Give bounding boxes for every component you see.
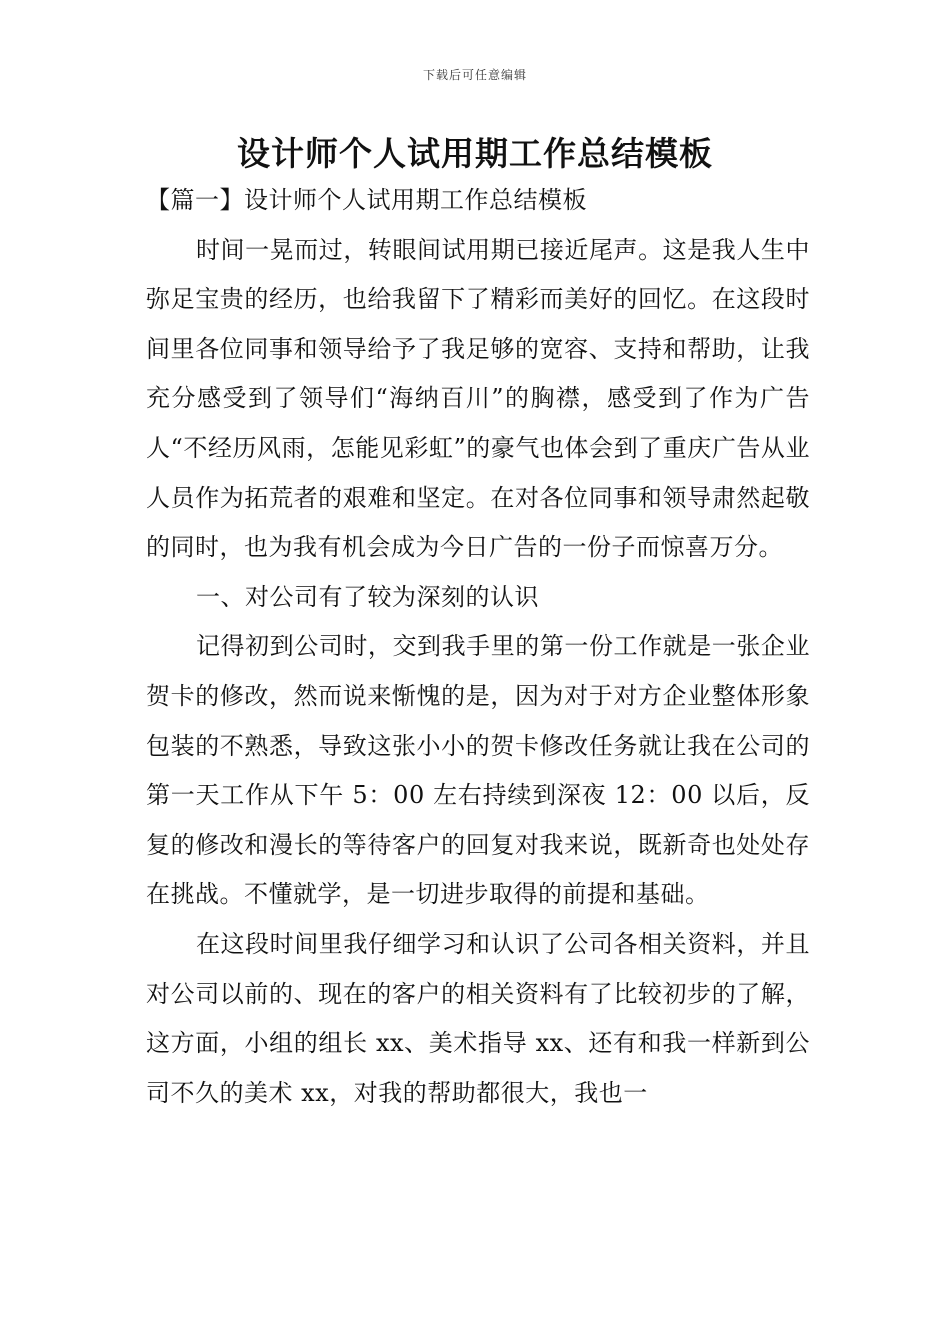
paragraph: 记得初到公司时，交到我手里的第一份工作就是一张企业贺卡的修改，然而说来惭愧的是，因为对于对方企业整体形象包装的不熟悉，导致这张小小的贺卡修改任务就让我在公司的第一天工作从下午 5：00 左右持续到深夜 12：00 以后，反复的修改和漫长的等待客户的回复对我来说，既新奇也处处存在挑战。不懂就学，是一切进步取得的前提和基础。	[146, 632, 810, 909]
document-body	[146, 176, 810, 1118]
section-heading: 【篇一】设计师个人试用期工作总结模板	[146, 186, 587, 214]
paragraph: 在这段时间里我仔细学习和认识了公司各相关资料，并且对公司以前的、现在的客户的相关资料有了比较初步的了解，这方面，小组的组长 xx、美术指导 xx、还有和我一样新到公司不久的美术 xx，对我的帮助都很大，我也一	[146, 929, 810, 1107]
document-title: 设计师个人试用期工作总结模板	[237, 134, 713, 173]
subheading: 一、对公司有了较为深刻的认识	[196, 582, 539, 611]
paragraph: 时间一晃而过，转眼间试用期已接近尾声。这是我人生中弥足宝贵的经历，也给我留下了精彩而美好的回忆。在这段时间里各位同事和领导给予了我足够的宽容、支持和帮助，让我充分感受到了领导们“海纳百川”的胸襟，感受到了作为广告人“不经历风雨，怎能见彩虹”的豪气也体会到了重庆广告从业人员作为拓荒者的艰难和坚定。在对各位同事和领导肃然起敬的同时，也为我有机会成为今日广告的一份子而惊喜万分。	[146, 235, 810, 562]
header-note: 下载后可任意编辑	[422, 68, 527, 82]
